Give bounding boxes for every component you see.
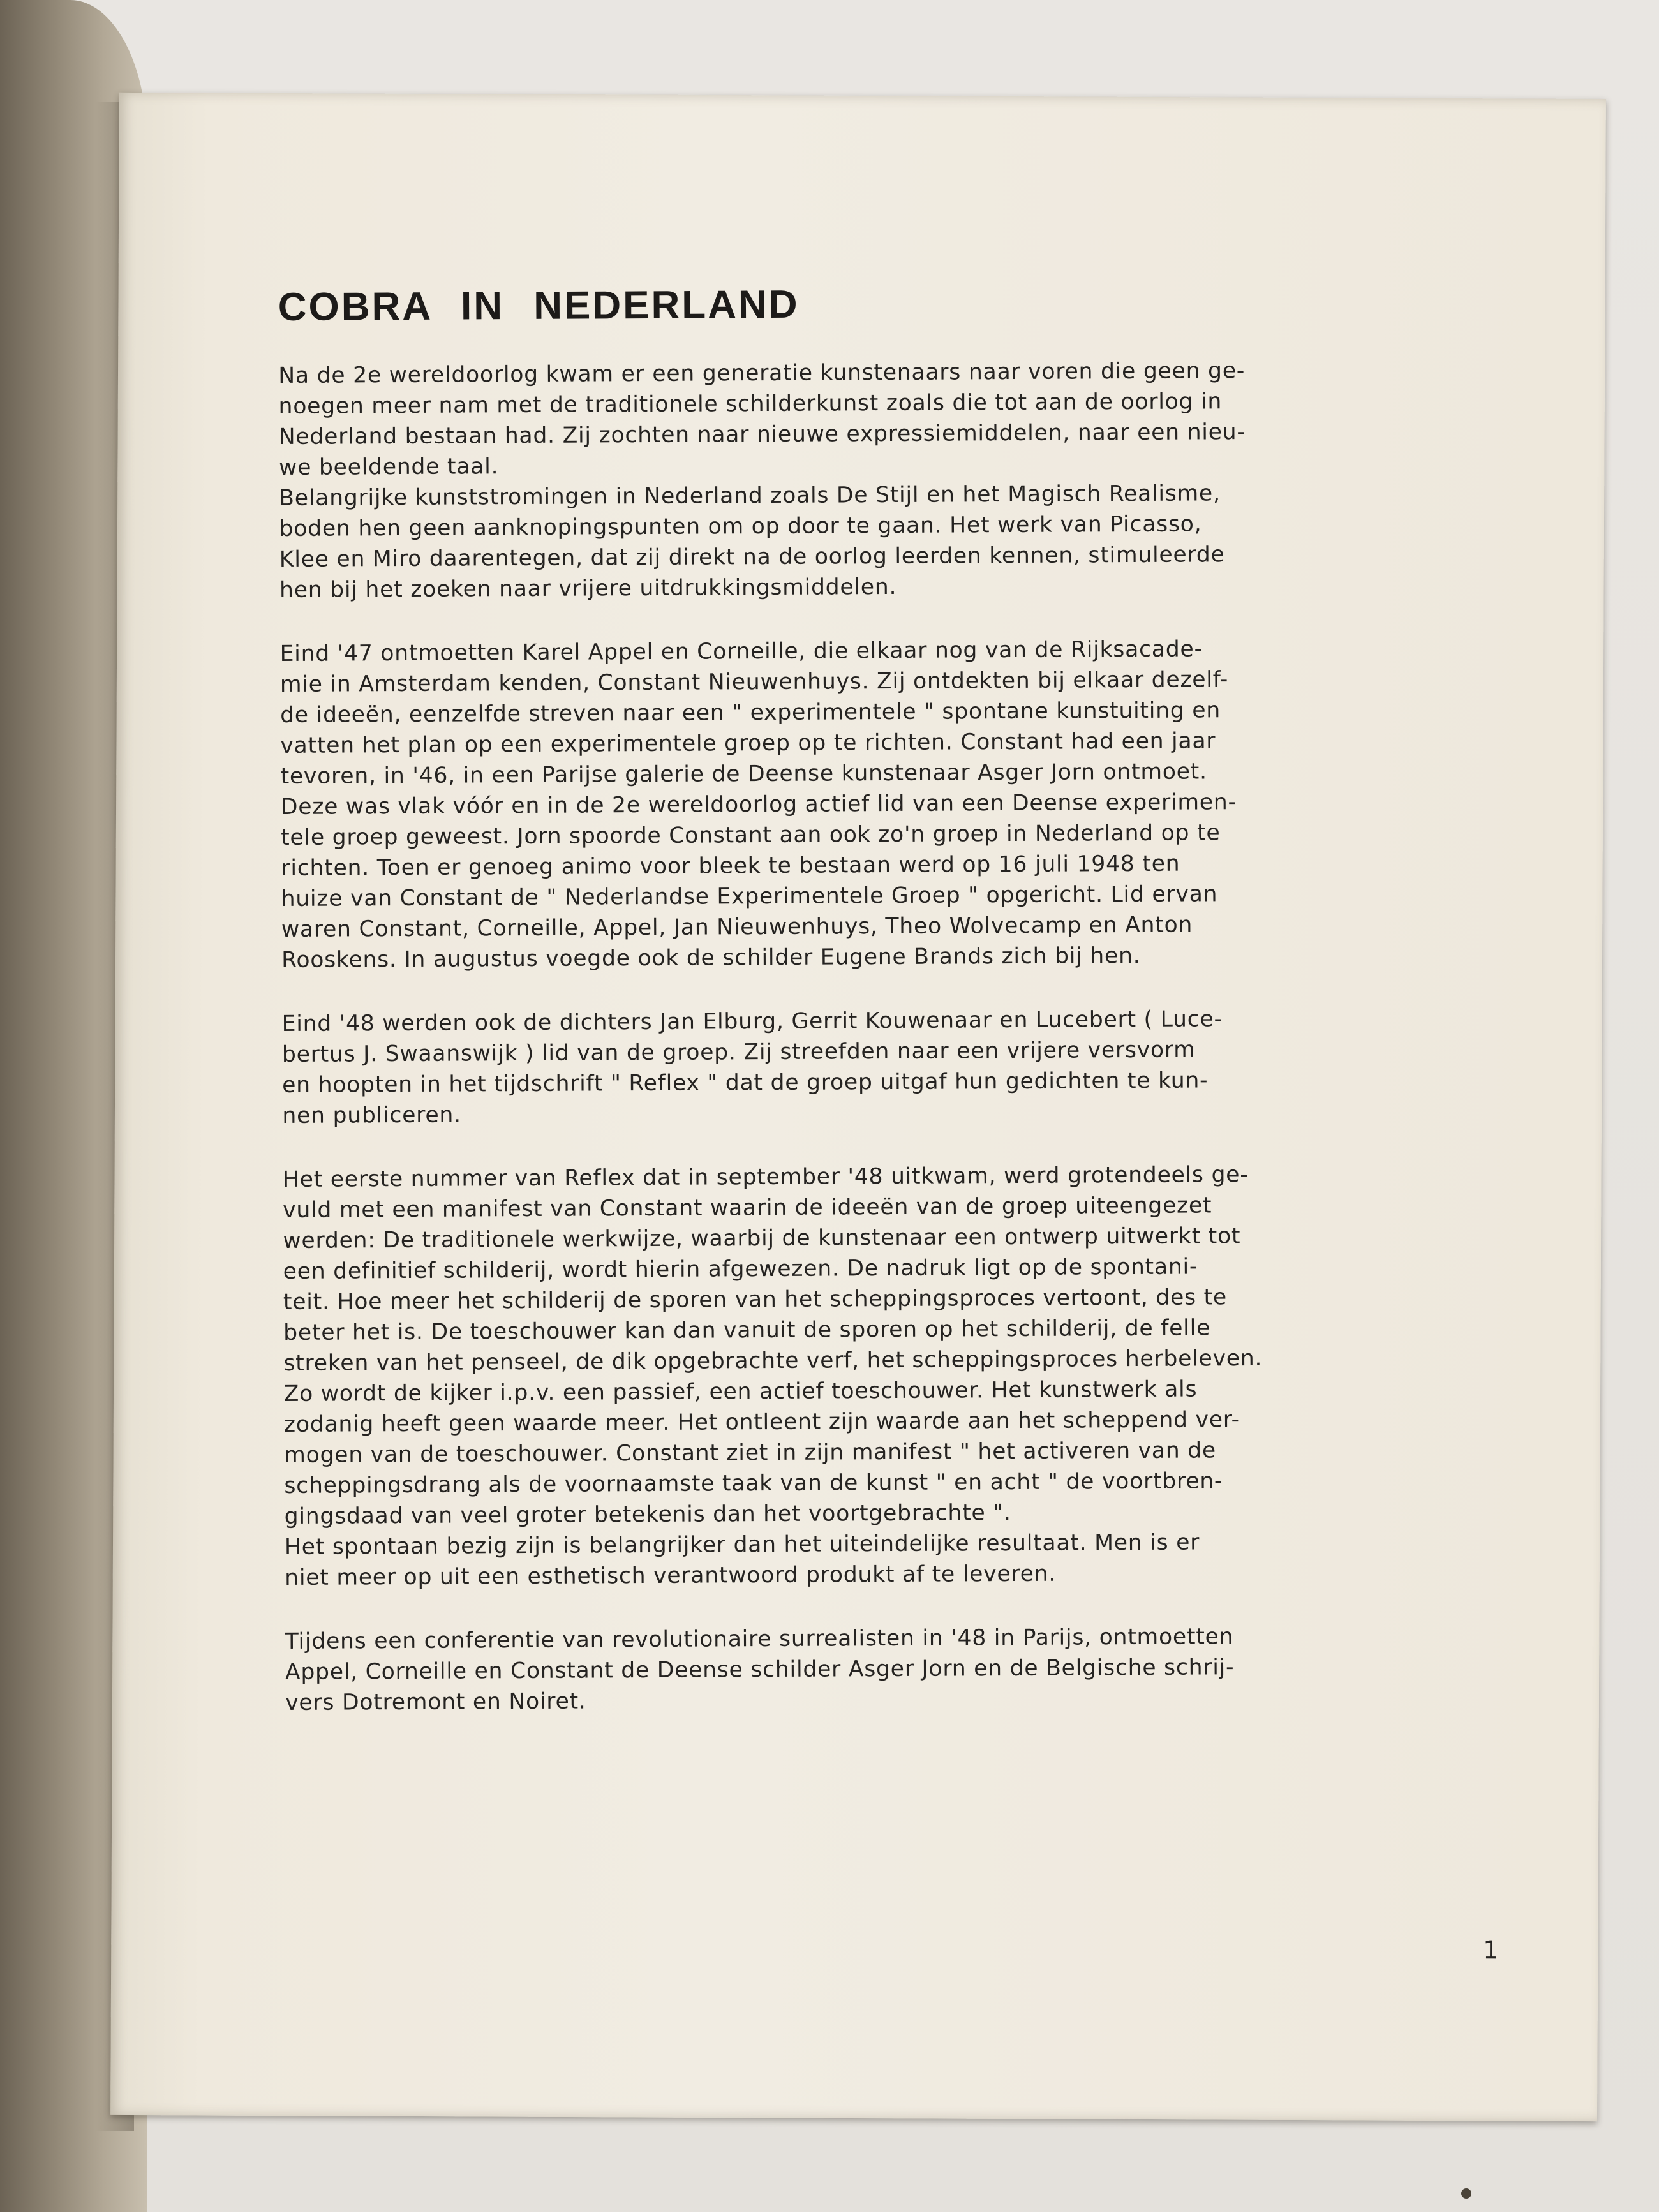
text-line: Appel, Corneille en Constant de Deense schilder Asger Jorn en de Belgische schrij- xyxy=(285,1654,1235,1685)
text-line: tevoren, in '46, in een Parijse galerie de Deense kunstenaar Asger Jorn ontmoet. xyxy=(280,759,1207,790)
text-line: tele groep geweest. Jorn spoorde Constant aan ook zo'n groep in Nederland op te xyxy=(281,820,1221,851)
text-line: Na de 2e wereldoorlog kwam er een generatie kunstenaars naar voren die geen ge- xyxy=(278,358,1246,389)
text-line: Tijdens een conferentie van revolutionaire surrealisten in '48 in Parijs, ontmoetten xyxy=(285,1624,1234,1654)
text-line: mie in Amsterdam kenden, Constant Nieuwenhuys. Zij ontdekten bij elkaar dezelf- xyxy=(279,667,1229,698)
text-line: zodanig heeft geen waarde meer. Het ontleent zijn waarde aan het scheppend ver- xyxy=(283,1407,1240,1437)
text-line: Zo wordt de kijker i.p.v. een passief, een actief toeschouwer. Het kunstwerk als xyxy=(283,1376,1198,1407)
text-line: teit. Hoe meer het schilderij de sporen van het scheppingsproces vertoont, des te xyxy=(283,1284,1228,1315)
text-line: noegen meer nam met de traditionele schilderkunst zoals die tot aan de oorlog in xyxy=(278,389,1223,420)
paragraph xyxy=(282,1002,1495,1131)
paragraph xyxy=(278,354,1492,605)
text-line: niet meer op uit een esthetisch verantwoord produkt af te leveren. xyxy=(285,1561,1057,1591)
text-line: Klee en Miro daarentegen, dat zij direkt na de oorlog leerden kennen, stimuleerde xyxy=(279,542,1225,573)
text-line: bertus J. Swaanswijk ) lid van de groep. Zij streefden naar een vrijere versvorm xyxy=(281,1037,1196,1068)
text-line: Rooskens. In augustus voegde ook de schilder Eugene Brands zich bij hen. xyxy=(281,942,1141,974)
page-title: COBRA IN NEDERLAND xyxy=(278,282,800,330)
text-line: Eind '48 werden ook de dichters Jan Elburg, Gerrit Kouwenaar en Lucebert ( Luce- xyxy=(281,1006,1223,1037)
document-page xyxy=(110,93,1606,2121)
dust-speck xyxy=(1461,2188,1471,2199)
text-line: Deze was vlak vóór en in de 2e wereldoorlog actief lid van een Deense experimen- xyxy=(280,789,1237,820)
paragraph xyxy=(285,1620,1498,1718)
text-line: vers Dotremont en Noiret. xyxy=(285,1688,586,1716)
text-line: hen bij het zoeken naar vrijere uitdrukkingsmiddelen. xyxy=(279,574,897,604)
text-line: richten. Toen er genoeg animo voor bleek te bestaan werd op 16 juli 1948 ten xyxy=(281,850,1180,882)
body-text xyxy=(278,354,1498,1718)
text-line: een definitief schilderij, wordt hierin afgewezen. De nadruk ligt op de spontani- xyxy=(283,1254,1198,1284)
paragraph xyxy=(283,1158,1497,1593)
text-line: boden hen geen aanknopingspunten om op door te gaan. Het werk van Picasso, xyxy=(279,511,1202,542)
paragraph xyxy=(280,632,1494,976)
text-line: gingsdaad van veel groter betekenis dan het voortgebrachte ". xyxy=(284,1500,1011,1529)
text-line: waren Constant, Corneille, Appel, Jan Nieuwenhuys, Theo Wolvecamp en Anton xyxy=(281,912,1193,943)
text-line: we beeldende taal. xyxy=(279,454,499,481)
page-content xyxy=(278,278,1498,1751)
text-line: Het spontaan bezig zijn is belangrijker dan het uiteindelijke resultaat. Men is er xyxy=(284,1529,1200,1560)
text-line: Het eerste nummer van Reflex dat in september '48 uitkwam, werd grotendeels ge- xyxy=(282,1162,1249,1193)
text-line: Nederland bestaan had. Zij zochten naar nieuwe expressiemiddelen, naar een nieu- xyxy=(278,419,1246,450)
text-line: Eind '47 ontmoetten Karel Appel en Corneille, die elkaar nog van de Rijksacade- xyxy=(279,636,1203,667)
text-line: huize van Constant de " Nederlandse Experimentele Groep " opgericht. Lid ervan xyxy=(281,881,1218,912)
text-line: en hoopten in het tijdschrift " Reflex " dat de groep uitgaf hun gedichten te kun- xyxy=(282,1067,1209,1099)
text-line: werden: De traditionele werkwijze, waarbij de kunstenaar een ontwerp uitwerkt tot xyxy=(283,1223,1241,1254)
text-line: Belangrijke kunststromingen in Nederland zoals De Stijl en het Magisch Realisme, xyxy=(279,480,1221,512)
text-line: vatten het plan op een experimentele groep op te richten. Constant had een jaar xyxy=(280,728,1216,759)
text-line: scheppingsdrang als de voornaamste taak van de kunst " en acht " de voortbren- xyxy=(284,1468,1223,1499)
text-line: nen publiceren. xyxy=(282,1102,461,1129)
text-line: de ideeën, eenzelfde streven naar een " experimentele " spontane kunstuiting en xyxy=(280,697,1221,729)
text-line: vuld met een manifest van Constant waarin de ideeën van de groep uiteengezet xyxy=(283,1192,1212,1223)
page-number: 1 xyxy=(1483,1936,1499,1964)
text-line: mogen van de toeschouwer. Constant ziet in zijn manifest " het activeren van de xyxy=(284,1437,1217,1468)
text-line: streken van het penseel, de dik opgebrachte verf, het scheppingsproces herbeleven. xyxy=(283,1345,1263,1376)
text-line: beter het is. De toeschouwer kan dan vanuit de sporen op het schilderij, de felle xyxy=(283,1315,1211,1346)
